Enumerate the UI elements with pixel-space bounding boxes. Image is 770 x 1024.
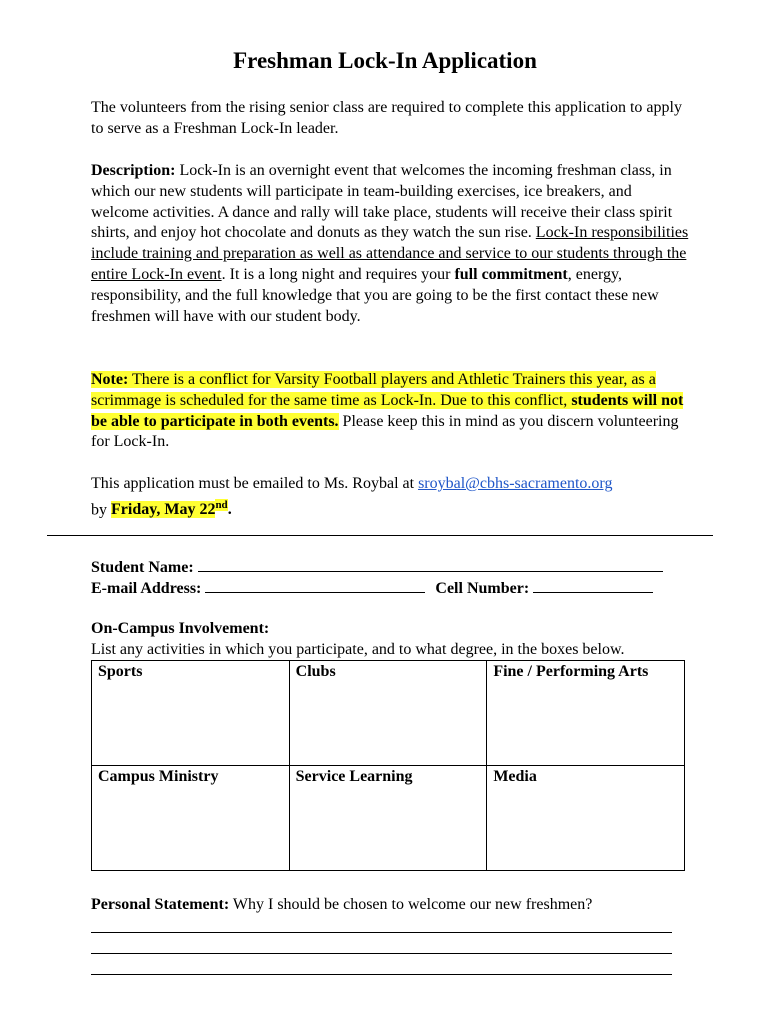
email-link[interactable]: sroybal@cbhs-sacramento.org bbox=[418, 475, 613, 492]
submission-by: by bbox=[91, 501, 111, 519]
clubs-box[interactable]: Clubs bbox=[289, 661, 487, 766]
statement-line-1[interactable] bbox=[91, 932, 672, 933]
table-row bbox=[92, 661, 685, 766]
fine-performing-arts-box[interactable]: Fine / Performing Arts bbox=[487, 661, 685, 766]
note-bold-warning: students will not be able to participate in both events. bbox=[91, 391, 684, 430]
intro-paragraph: The volunteers from the rising senior class are required to complete this application to apply to serve as a Freshman Lock-In leader. bbox=[91, 99, 682, 137]
involvement-heading: On-Campus Involvement: bbox=[91, 620, 270, 637]
involvement-instructions: List any activities in which you participate, and to what degree, in the boxes below. bbox=[91, 641, 625, 658]
statement-line-2[interactable] bbox=[91, 953, 672, 954]
student-name-field[interactable] bbox=[198, 557, 663, 572]
note-text-1: There is a conflict for Varsity Football players and Athletic Trainers this year, as a scrimmage is scheduled for the same time as Lock-In. Due to this conflict, bbox=[91, 371, 656, 409]
cell-number-field[interactable] bbox=[533, 578, 653, 593]
contact-row bbox=[91, 578, 653, 598]
personal-statement-prompt bbox=[91, 895, 691, 916]
submission-paragraph bbox=[91, 474, 691, 521]
service-learning-box[interactable]: Service Learning bbox=[289, 766, 487, 871]
email-address-label: E-mail Address: bbox=[91, 580, 202, 597]
submission-text: This application must be emailed to Ms. Roybal at bbox=[91, 475, 419, 492]
note-label: Note: bbox=[91, 371, 129, 388]
email-address-field[interactable] bbox=[205, 578, 425, 593]
student-name-label: Student Name: bbox=[91, 559, 194, 576]
description-label: Description: bbox=[91, 162, 176, 179]
description-text-2: . It is a long night and requires your bbox=[221, 265, 455, 283]
sports-box[interactable]: Sports bbox=[92, 661, 290, 766]
page-title: Freshman Lock-In Application bbox=[233, 48, 537, 73]
deadline-date: Friday, May 22 bbox=[111, 501, 216, 519]
personal-statement-question: Why I should be chosen to welcome our new freshmen? bbox=[229, 896, 593, 913]
statement-line-3[interactable] bbox=[91, 974, 672, 975]
personal-statement-label: Personal Statement: bbox=[91, 896, 230, 913]
note-paragraph bbox=[91, 370, 691, 453]
description-text-3: , energy, responsibility, and the full knowledge that you are going to be the first contact these new freshmen will have with our student body. bbox=[91, 265, 659, 325]
cell-number-label: Cell Number: bbox=[435, 580, 530, 597]
full-commitment-bold: full commitment bbox=[454, 265, 568, 283]
media-box[interactable]: Media bbox=[487, 766, 685, 871]
section-divider bbox=[47, 535, 713, 536]
student-name-row bbox=[91, 557, 663, 577]
description-paragraph bbox=[91, 161, 691, 327]
involvement-table bbox=[91, 660, 685, 871]
deadline-period: . bbox=[227, 501, 232, 519]
description-text-1: Lock-In is an overnight event that welcomes the incoming freshman class, in which our new students will participate in team-building exercises, ice breakers, and welcome activities. A dance and rally will take place, students will receive their class spirit shirts, and enjoy hot chocolate and donuts as they watch the sun rise. bbox=[91, 162, 673, 242]
responsibilities-underlined: Lock-In responsibilities include training and preparation as well as attendance and service to our students through the entire Lock-In event bbox=[91, 224, 689, 283]
deadline-suffix: nd bbox=[215, 498, 228, 511]
table-row bbox=[92, 766, 685, 871]
note-text-2: Please keep this in mind as you discern volunteering for Lock-In. bbox=[91, 412, 679, 451]
campus-ministry-box[interactable]: Campus Ministry bbox=[92, 766, 290, 871]
